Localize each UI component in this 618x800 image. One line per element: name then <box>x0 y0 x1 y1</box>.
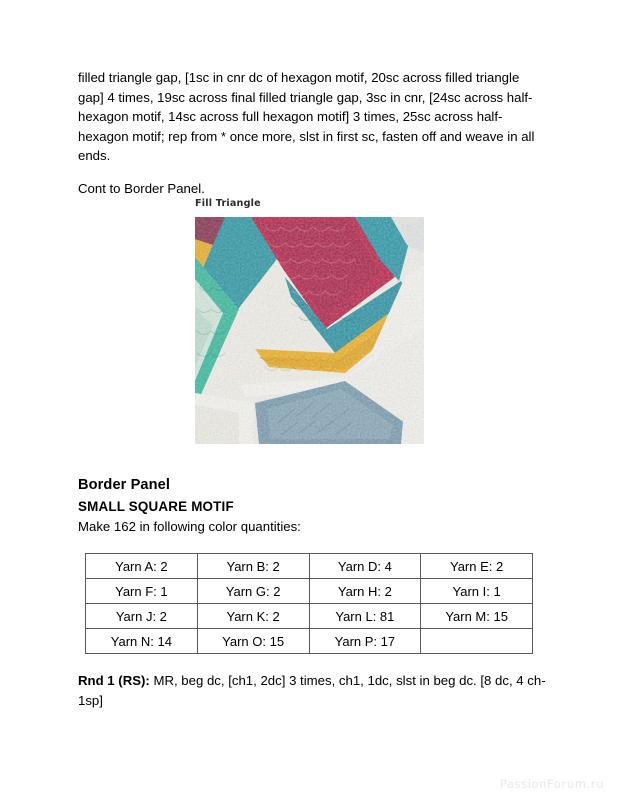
table-cell: Yarn J: 2 <box>86 604 198 629</box>
fill-triangle-figure <box>195 198 424 444</box>
round-label: Rnd 1 (RS): <box>78 673 150 688</box>
paragraph-cont-to-border-panel: Cont to Border Panel. <box>78 180 205 196</box>
table-row <box>86 554 533 579</box>
section-subheading: SMALL SQUARE MOTIF <box>78 499 234 514</box>
table-cell: Yarn M: 15 <box>421 604 533 629</box>
yarn-quantities-table <box>85 553 533 654</box>
crochet-photo-illustration <box>195 217 424 444</box>
make-quantity-line: Make 162 in following color quantities: <box>78 519 301 534</box>
crochet-photo <box>195 217 424 444</box>
table-cell: Yarn G: 2 <box>197 579 309 604</box>
table-cell: Yarn I: 1 <box>421 579 533 604</box>
table-cell-empty <box>421 629 533 654</box>
paragraph-continuation: filled triangle gap, [1sc in cnr dc of hexagon motif, 20sc across filled triangle gap] 4 times, 19sc across final filled triangle gap, 3sc in cnr, [24sc across half-hexagon motif, 14sc across full hexagon motif] 3 times, 25sc across half-hexagon motif; rep from * once more, slst in first sc, fasten off and weave in all ends. <box>78 70 535 164</box>
instruction-text-block <box>78 68 540 199</box>
table-cell: Yarn K: 2 <box>197 604 309 629</box>
table-cell: Yarn L: 81 <box>309 604 421 629</box>
round-1-instructions <box>78 671 548 710</box>
table-row <box>86 629 533 654</box>
round-text: MR, beg dc, [ch1, 2dc] 3 times, ch1, 1dc, slst in beg dc. [8 dc, 4 ch-1sp] <box>78 673 546 708</box>
page-title: Border Panel <box>78 477 171 493</box>
table-cell: Yarn F: 1 <box>86 579 198 604</box>
table-cell: Yarn P: 17 <box>309 629 421 654</box>
table-row <box>86 604 533 629</box>
table-cell: Yarn H: 2 <box>309 579 421 604</box>
table-cell: Yarn B: 2 <box>197 554 309 579</box>
figure-caption: Fill Triangle <box>195 198 261 209</box>
table-cell: Yarn N: 14 <box>86 629 198 654</box>
table-cell: Yarn E: 2 <box>421 554 533 579</box>
table-cell: Yarn D: 4 <box>309 554 421 579</box>
yarn-table-body <box>86 554 533 654</box>
table-cell: Yarn A: 2 <box>86 554 198 579</box>
site-watermark: PassionForum.ru <box>499 777 604 791</box>
table-cell: Yarn O: 15 <box>197 629 309 654</box>
table-row <box>86 579 533 604</box>
